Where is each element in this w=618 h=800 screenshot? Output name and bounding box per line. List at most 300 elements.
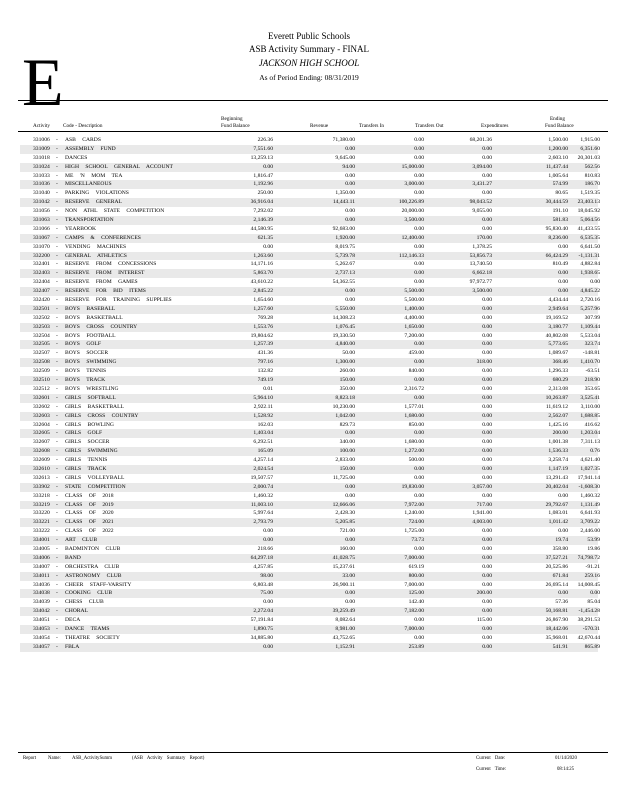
ending-balance: 20,301.03 xyxy=(577,154,600,161)
ending-balance: 5,064.56 xyxy=(580,217,600,224)
expenditures: 19.74 xyxy=(555,537,568,544)
code-separator: - xyxy=(56,537,58,544)
table-row xyxy=(20,269,598,278)
code-separator: - xyxy=(56,377,58,384)
beginning-balance: 0.00 xyxy=(263,243,273,250)
ending-balance: 186.70 xyxy=(584,181,600,188)
revenue: 0.00 xyxy=(345,492,355,499)
activity-code: 332403 xyxy=(33,270,50,277)
transfers-out: 0.00 xyxy=(482,154,492,161)
activity-code: 332502 xyxy=(33,314,50,321)
col-fund-balance-begin: Fund Balance xyxy=(221,123,250,129)
ending-balance: 42,670.44 xyxy=(577,634,600,641)
revenue: 2,833.00 xyxy=(335,457,355,464)
transfers-in: 20,000.00 xyxy=(401,208,424,215)
table-row xyxy=(20,394,598,403)
code-separator: - xyxy=(56,217,58,224)
revenue: 0.00 xyxy=(345,145,355,152)
ending-balance: 1,131.49 xyxy=(580,501,600,508)
transfers-in: 0.00 xyxy=(414,190,424,197)
activity-code: 334042 xyxy=(33,608,50,615)
beginning-balance: 5,863.70 xyxy=(253,270,273,277)
revenue: 100.00 xyxy=(339,448,355,455)
table-row xyxy=(20,154,598,163)
revenue: 41,028.75 xyxy=(332,554,355,561)
transfers-in: 125.00 xyxy=(408,590,424,597)
transfers-out: 9,055.00 xyxy=(472,208,492,215)
revenue: 15,237.61 xyxy=(332,563,355,570)
code-separator: - xyxy=(56,457,58,464)
table-row xyxy=(20,572,598,581)
activity-code: 334038 xyxy=(33,590,50,597)
activity-description: VENDING MACHINES xyxy=(65,243,127,250)
transfers-in: 500.00 xyxy=(408,457,424,464)
revenue: 5,550.00 xyxy=(335,305,355,312)
ending-balance: 323.74 xyxy=(584,341,600,348)
activity-description: CLASS OF 2022 xyxy=(65,528,114,535)
activity-code: 332505 xyxy=(33,341,50,348)
revenue: 0.00 xyxy=(345,217,355,224)
transfers-in: 7,000.00 xyxy=(404,554,424,561)
beginning-balance: 2,845.22 xyxy=(253,288,273,295)
beginning-balance: 2,922.11 xyxy=(253,403,273,410)
revenue: 260.00 xyxy=(339,368,355,375)
activity-code: 332200 xyxy=(33,252,50,259)
activity-description: GIRLS SOFTBALL xyxy=(65,394,116,401)
code-separator: - xyxy=(56,643,58,650)
table-row xyxy=(20,287,598,296)
activity-code: 331070 xyxy=(33,243,50,250)
transfers-out: 0.00 xyxy=(482,608,492,615)
table-row xyxy=(20,349,598,358)
code-separator: - xyxy=(56,288,58,295)
transfers-out: 6,662.18 xyxy=(472,270,492,277)
transfers-out: 0.00 xyxy=(482,350,492,357)
code-separator: - xyxy=(56,439,58,446)
activity-code: 332605 xyxy=(33,430,50,437)
activity-code: 332401 xyxy=(33,261,50,268)
revenue: 0.00 xyxy=(345,590,355,597)
footer-time-value: 08:14:25 xyxy=(557,767,575,772)
beginning-balance: 6,292.51 xyxy=(253,439,273,446)
activity-code: 333218 xyxy=(33,492,50,499)
table-row xyxy=(20,563,598,572)
transfers-in: 1,680.00 xyxy=(404,439,424,446)
expenditures: 18,442.06 xyxy=(545,625,568,632)
beginning-balance: 5,997.64 xyxy=(253,510,273,517)
revenue: 71,380.00 xyxy=(332,137,355,143)
activity-description: THEATRE SOCIETY xyxy=(65,634,120,641)
table-row xyxy=(20,429,598,438)
activity-description: DANCE TEAMS xyxy=(65,625,110,632)
revenue: 14,443.11 xyxy=(332,199,355,206)
activity-description: GIRLS SOCCER xyxy=(65,439,110,446)
beginning-balance: 162.03 xyxy=(257,421,273,428)
expenditures: 671.84 xyxy=(552,572,568,579)
code-separator: - xyxy=(56,208,58,215)
transfers-in: 0.00 xyxy=(414,154,424,161)
transfers-out: 0.00 xyxy=(482,643,492,650)
activity-code: 332608 xyxy=(33,448,50,455)
code-separator: - xyxy=(56,625,58,632)
revenue: 1,152.91 xyxy=(335,643,355,650)
beginning-balance: 2,146.39 xyxy=(253,217,273,224)
transfers-out: 0.00 xyxy=(482,537,492,544)
activity-description: ASSEMBLY FUND xyxy=(65,145,116,152)
revenue: 54,362.55 xyxy=(332,279,355,286)
activity-description: BOYS BASEBALL xyxy=(65,305,116,312)
code-separator: - xyxy=(56,332,58,339)
transfers-in: 1,680.00 xyxy=(404,412,424,419)
ending-balance: -91.21 xyxy=(585,563,600,570)
activity-description: ME 'N MOM TEA xyxy=(65,172,123,179)
activity-description: GIRLS BASKETBALL xyxy=(65,403,124,410)
transfers-in: 0.00 xyxy=(414,137,424,143)
activity-description: HIGH SCHOOL GENERAL ACCOUNT xyxy=(65,163,173,170)
revenue: 1,042.00 xyxy=(335,412,355,419)
table-row xyxy=(20,163,598,172)
table-row xyxy=(20,527,598,536)
activity-code: 333219 xyxy=(33,501,50,508)
beginning-balance: 250.00 xyxy=(257,190,273,197)
code-separator: - xyxy=(56,297,58,304)
transfers-in: 3,000.00 xyxy=(404,181,424,188)
beginning-balance: 2,793.79 xyxy=(253,519,273,526)
table-row xyxy=(20,323,598,332)
expenditures: 20,525.86 xyxy=(545,563,568,570)
activity-description: RESERVE FROM INTEREST xyxy=(65,270,145,277)
code-separator: - xyxy=(56,465,58,472)
transfers-out: 318.00 xyxy=(476,359,492,366)
expenditures: 40,802.08 xyxy=(545,332,568,339)
table-row xyxy=(20,296,598,305)
revenue: 5,262.67 xyxy=(335,261,355,268)
code-separator: - xyxy=(56,403,58,410)
ending-balance: 259.16 xyxy=(584,572,600,579)
ending-balance: 1,460.32 xyxy=(580,492,600,499)
beginning-balance: 1,403.04 xyxy=(253,430,273,437)
expenditures: 0.00 xyxy=(558,270,568,277)
transfers-out: 0.00 xyxy=(482,145,492,152)
ending-balance: 5,533.04 xyxy=(580,332,600,339)
report-district: Everett Public Schools xyxy=(268,31,350,41)
code-separator: - xyxy=(56,510,58,517)
transfers-out: 0.00 xyxy=(482,625,492,632)
activity-description: GIRLS SWIMMING xyxy=(65,448,118,455)
expenditures: 4,434.44 xyxy=(548,297,568,304)
beginning-balance: 2,024.54 xyxy=(253,465,273,472)
code-separator: - xyxy=(56,368,58,375)
expenditures: 35,968.01 xyxy=(545,634,568,641)
table-row xyxy=(20,278,598,287)
activity-code: 331009 xyxy=(33,145,50,152)
beginning-balance: 1,263.60 xyxy=(253,252,273,259)
transfers-out: 0.00 xyxy=(482,368,492,375)
table-row xyxy=(20,518,598,527)
revenue: 0.00 xyxy=(345,297,355,304)
transfers-out: 0.00 xyxy=(482,385,492,392)
transfers-out: 0.00 xyxy=(482,448,492,455)
code-separator: - xyxy=(56,350,58,357)
table-row xyxy=(20,501,598,510)
code-separator: - xyxy=(56,563,58,570)
activity-code: 334005 xyxy=(33,545,50,552)
transfers-out: 0.00 xyxy=(482,332,492,339)
activity-description: DANCES xyxy=(65,154,88,161)
beginning-balance: 7,551.60 xyxy=(253,145,273,152)
expenditures: 50,168.81 xyxy=(545,608,568,615)
code-separator: - xyxy=(56,590,58,597)
col-fund-balance-end: Fund Balance xyxy=(545,123,574,129)
activity-code: 333902 xyxy=(33,483,50,490)
transfers-in: 0.00 xyxy=(414,465,424,472)
ending-balance: 4,621.40 xyxy=(580,457,600,464)
ending-balance: 307.99 xyxy=(584,314,600,321)
beginning-balance: 7,292.02 xyxy=(253,208,273,215)
beginning-balance: 64,297.18 xyxy=(250,554,273,561)
table-row xyxy=(20,634,598,643)
activity-description: CLASS OF 2021 xyxy=(65,519,114,526)
expenditures: 1,083.01 xyxy=(548,510,568,517)
beginning-balance: 1,528.92 xyxy=(253,412,273,419)
beginning-balance: 621.35 xyxy=(257,234,273,241)
transfers-out: 53,856.73 xyxy=(469,252,492,259)
beginning-balance: 4,257.85 xyxy=(253,563,273,570)
beginning-balance: 1,257.60 xyxy=(253,305,273,312)
table-row xyxy=(20,198,598,207)
beginning-balance: 1,192.96 xyxy=(253,181,273,188)
revenue: 4,840.00 xyxy=(335,341,355,348)
activity-code: 332510 xyxy=(33,377,50,384)
code-separator: - xyxy=(56,474,58,481)
activity-code: 331006 xyxy=(33,137,50,143)
transfers-in: 850.00 xyxy=(408,421,424,428)
transfers-in: 0.00 xyxy=(414,634,424,641)
col-expenditures: Expenditures xyxy=(481,123,509,129)
table-row xyxy=(20,492,598,501)
transfers-in: 0.00 xyxy=(414,225,424,232)
table-row xyxy=(20,447,598,456)
revenue: 150.00 xyxy=(339,465,355,472)
expenditures: 11,619.12 xyxy=(545,403,568,410)
transfers-out: 13,740.50 xyxy=(469,261,492,268)
revenue: 0.00 xyxy=(345,483,355,490)
beginning-balance: 165.09 xyxy=(257,448,273,455)
activity-code: 332602 xyxy=(33,403,50,410)
transfers-out: 0.00 xyxy=(482,545,492,552)
transfers-out: 0.00 xyxy=(482,474,492,481)
beginning-balance: 1,654.60 xyxy=(253,297,273,304)
col-transfers-out: Transfers Out xyxy=(415,123,444,129)
transfers-in: 0.00 xyxy=(414,394,424,401)
table-row xyxy=(20,465,598,474)
ending-balance: 218.90 xyxy=(584,377,600,384)
expenditures: 1,296.33 xyxy=(548,368,568,375)
revenue: 721.00 xyxy=(339,528,355,535)
code-separator: - xyxy=(56,243,58,250)
expenditures: 0.00 xyxy=(558,279,568,286)
beginning-balance: 43,610.22 xyxy=(250,279,273,286)
code-separator: - xyxy=(56,172,58,179)
table-row xyxy=(20,474,598,483)
beginning-balance: 1,460.32 xyxy=(253,492,273,499)
activity-description: YEARBOOK xyxy=(65,225,97,232)
col-revenue: Revenue xyxy=(310,123,329,129)
activity-code: 333220 xyxy=(33,510,50,517)
beginning-balance: 218.66 xyxy=(257,545,273,552)
activity-description: RESERVE FROM GAMES xyxy=(65,279,138,286)
code-separator: - xyxy=(56,554,58,561)
expenditures: 368.46 xyxy=(552,359,568,366)
transfers-in: 459.00 xyxy=(408,350,424,357)
transfers-in: 800.00 xyxy=(408,572,424,579)
beginning-balance: 132.82 xyxy=(257,368,273,375)
ending-balance: 23,403.13 xyxy=(577,199,600,206)
beginning-balance: 19,804.62 xyxy=(250,332,273,339)
transfers-out: 115.00 xyxy=(476,617,492,624)
revenue: 2,737.13 xyxy=(335,270,355,277)
transfers-in: 0.00 xyxy=(414,279,424,286)
activity-description: GIRLS GOLF xyxy=(65,430,103,437)
activity-description: RESERVE FOR TRAINING SUPPLIES xyxy=(65,297,172,304)
transfers-out: 0.00 xyxy=(482,225,492,232)
table-row xyxy=(20,358,598,367)
activity-code: 332503 xyxy=(33,323,50,330)
revenue: 150.00 xyxy=(339,377,355,384)
beginning-balance: 57,191.84 xyxy=(250,617,273,624)
transfers-in: 0.00 xyxy=(414,430,424,437)
ending-balance: 6,641.50 xyxy=(580,243,600,250)
transfers-out: 97,972.77 xyxy=(469,279,492,286)
ending-balance: -63.51 xyxy=(585,368,600,375)
code-separator: - xyxy=(56,190,58,197)
expenditures: 95,830.40 xyxy=(545,225,568,232)
footer-rule xyxy=(18,752,608,753)
table-row xyxy=(20,438,598,447)
beginning-balance: 0.00 xyxy=(263,528,273,535)
code-separator: - xyxy=(56,145,58,152)
activity-description: GIRLS VOLLEYBALL xyxy=(65,474,125,481)
activity-code: 334054 xyxy=(33,634,50,641)
code-separator: - xyxy=(56,154,58,161)
table-row xyxy=(20,314,598,323)
table-row xyxy=(20,243,598,252)
transfers-in: 100,226.89 xyxy=(398,199,424,206)
revenue: 1,300.00 xyxy=(335,359,355,366)
activity-description: BOYS GOLF xyxy=(65,341,101,348)
col-transfers-in: Transfers In xyxy=(359,123,385,129)
revenue: 10,230.00 xyxy=(332,403,355,410)
transfers-out: 98,043.52 xyxy=(469,199,492,206)
code-separator: - xyxy=(56,199,58,206)
transfers-out: 0.00 xyxy=(482,323,492,330)
report-period: As of Period Ending: 08/31/2019 xyxy=(259,73,359,82)
table-row xyxy=(20,545,598,554)
beginning-balance: 226.36 xyxy=(257,137,273,143)
beginning-balance: 44,580.95 xyxy=(250,225,273,232)
code-separator: - xyxy=(56,492,58,499)
table-row xyxy=(20,234,598,243)
revenue: 0.00 xyxy=(345,537,355,544)
code-separator: - xyxy=(56,225,58,232)
code-separator: - xyxy=(56,181,58,188)
beginning-balance: 1,816.47 xyxy=(253,172,273,179)
table-row xyxy=(20,376,598,385)
activity-description: BOYS CROSS COUNTRY xyxy=(65,323,138,330)
transfers-in: 1,240.00 xyxy=(404,510,424,517)
revenue: 12,666.06 xyxy=(332,501,355,508)
expenditures: 1,500.00 xyxy=(548,137,568,143)
table-row xyxy=(20,225,598,234)
expenditures: 29,792.67 xyxy=(545,501,568,508)
activity-code: 331066 xyxy=(33,225,50,232)
activity-code: 331063 xyxy=(33,217,50,224)
ending-balance: 85.04 xyxy=(587,599,600,606)
activity-code: 331067 xyxy=(33,234,50,241)
footer-name-desc: (ASB Activity Summary Report) xyxy=(132,756,205,761)
revenue: 1,920.00 xyxy=(335,234,355,241)
ending-balance: -570.31 xyxy=(582,625,600,632)
activity-description: CHESS CLUB xyxy=(65,599,104,606)
activity-description: CLASS OF 2019 xyxy=(65,501,114,508)
transfers-in: 0.00 xyxy=(414,261,424,268)
transfers-out: 717.00 xyxy=(476,501,492,508)
expenditures: 1,005.64 xyxy=(548,172,568,179)
transfers-in: 0.00 xyxy=(414,377,424,384)
table-row xyxy=(20,509,598,518)
transfers-in: 142.40 xyxy=(408,599,424,606)
code-separator: - xyxy=(56,279,58,286)
ending-balance: 17,941.14 xyxy=(577,474,600,481)
table-row xyxy=(20,207,598,216)
transfers-in: 7,972.00 xyxy=(404,501,424,508)
ending-balance: 6,641.93 xyxy=(580,510,600,517)
code-separator: - xyxy=(56,448,58,455)
ending-balance: 1,688.85 xyxy=(580,412,600,419)
beginning-balance: 1,890.75 xyxy=(253,625,273,632)
beginning-balance: 2,000.74 xyxy=(253,483,273,490)
revenue: 8,082.64 xyxy=(335,617,355,624)
activity-table xyxy=(20,136,598,652)
activity-description: RESERVE GENERAL xyxy=(65,199,122,206)
activity-code: 331033 xyxy=(33,172,50,179)
transfers-out: 0.00 xyxy=(482,492,492,499)
code-separator: - xyxy=(56,501,58,508)
table-row xyxy=(20,216,598,225)
activity-description: BOYS WRESTLING xyxy=(65,385,119,392)
activity-description: GIRLS TRACK xyxy=(65,465,107,472)
activity-description: RESERVE FOR BID ITEMS xyxy=(65,288,146,295)
expenditures: 57.36 xyxy=(555,599,568,606)
col-ending: Ending xyxy=(550,116,565,122)
activity-code: 334036 xyxy=(33,581,50,588)
activity-code: 332509 xyxy=(33,368,50,375)
transfers-out: 4,003.00 xyxy=(472,519,492,526)
transfers-out: 3,057.00 xyxy=(472,483,492,490)
transfers-out: 0.00 xyxy=(482,599,492,606)
revenue: 0.00 xyxy=(345,599,355,606)
revenue: 11,725.00 xyxy=(332,474,355,481)
beginning-balance: 14,171.16 xyxy=(250,261,273,268)
beginning-balance: 34,885.80 xyxy=(250,634,273,641)
transfers-out: 170.00 xyxy=(476,234,492,241)
ending-balance: 0.00 xyxy=(590,590,600,597)
ending-balance: 14,008.45 xyxy=(577,581,600,588)
revenue: 0.00 xyxy=(345,172,355,179)
transfers-in: 1,577.01 xyxy=(404,403,424,410)
expenditures: 19,169.52 xyxy=(545,314,568,321)
activity-code: 334007 xyxy=(33,563,50,570)
